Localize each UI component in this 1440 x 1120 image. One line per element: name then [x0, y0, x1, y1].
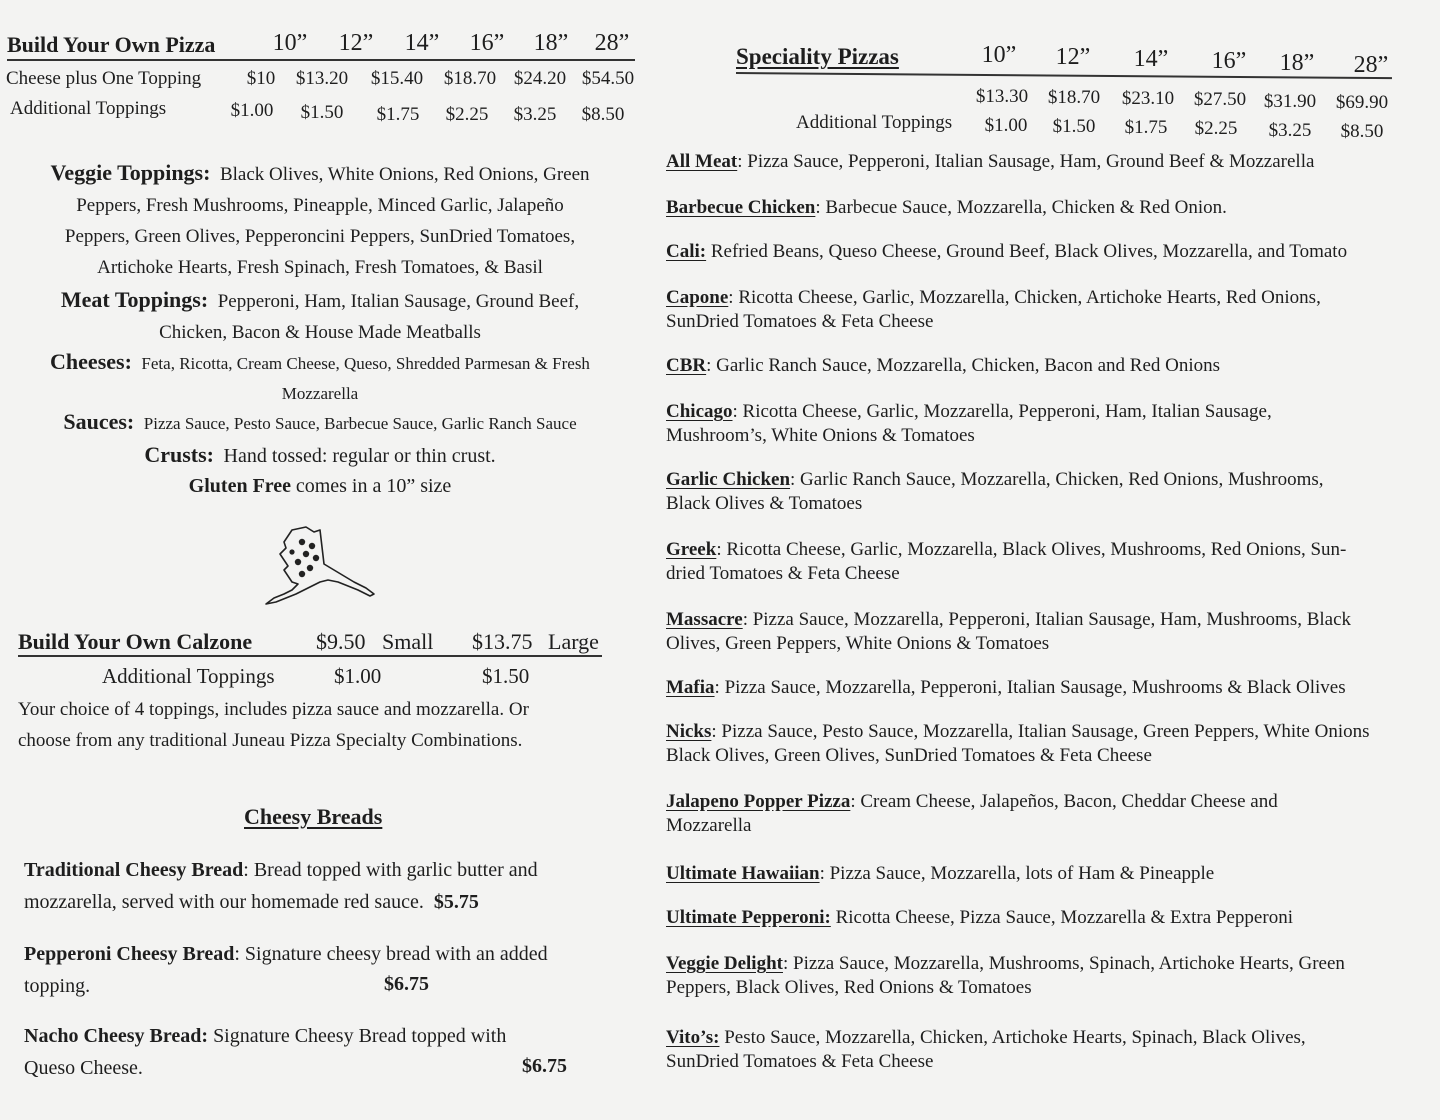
byo-cheese-price: $15.40 [370, 68, 424, 89]
calzone-underline [18, 655, 602, 657]
gluten-text: comes in a 10” size [295, 475, 452, 497]
sauces-label: Sauces: [63, 409, 135, 434]
cheesy-item-name: Nacho Cheesy Bread: [24, 1025, 209, 1047]
pizza-desc: : Pizza Sauce, Pesto Sauce, Mozzarella, Italian Sausage, Green Peppers, White Onions [711, 721, 1370, 742]
specialty-additional-price: $2.25 [1194, 118, 1238, 139]
pizza-name: Greek [666, 539, 717, 560]
specialty-price: $69.90 [1335, 92, 1389, 113]
calzone-desc-line: choose from any traditional Juneau Pizza Specialty Combinations. [18, 730, 523, 751]
calzone-large-price: $13.75 [472, 629, 533, 654]
specialty-pizza-cali [666, 240, 1436, 264]
pizza-name: Ultimate Hawaiian [666, 863, 820, 884]
pizza-name: Nicks [666, 721, 712, 742]
cheesy-item-nacho [24, 1020, 634, 1084]
cheesy-breads-title: Cheesy Breads [244, 804, 383, 829]
specialty-size: 12” [1055, 44, 1091, 70]
byo-size: 18” [533, 30, 569, 56]
cheesy-item-desc: topping. [24, 975, 91, 997]
specialty-additional-price: $1.50 [1052, 116, 1096, 137]
specialty-pizza-ultimate-hawaiian [666, 862, 1436, 886]
pizza-desc: : Garlic Ranch Sauce, Mozzarella, Chicken, Bacon and Red Onions [706, 355, 1221, 376]
cheesy-item-pepperoni [24, 938, 634, 1002]
pizza-desc: : Ricotta Cheese, Garlic, Mozzarella, Black Olives, Mushrooms, Red Onions, Sun- [716, 539, 1347, 560]
pizza-desc: : Ricotta Cheese, Garlic, Mozzarella, Pepperoni, Ham, Italian Sausage, [732, 401, 1272, 422]
pizza-name: Mafia [666, 677, 715, 698]
specialty-pizza-chicago [666, 400, 1436, 448]
calzone-additional-label: Additional Toppings [102, 664, 275, 688]
byo-pizza-title: Build Your Own Pizza [7, 32, 216, 57]
gluten-free [0, 471, 640, 502]
cheesy-item-desc: : Bread topped with garlic butter and [243, 859, 538, 881]
pizza-desc: : Garlic Ranch Sauce, Mozzarella, Chicken, Red Onions, Mushrooms, [790, 469, 1324, 490]
pizza-desc: : Barbecue Sauce, Mozzarella, Chicken & Red Onion. [815, 197, 1227, 218]
cheesy-item-price: $5.75 [433, 891, 479, 913]
pizza-name: Chicago [666, 401, 733, 422]
veggie-line: Peppers, Green Olives, Pepperoncini Peppers, SunDried Tomatoes, [64, 226, 576, 247]
cheeses-line: Mozzarella [281, 384, 359, 403]
veggie-line [0, 157, 640, 190]
cheesy-item-desc: : Signature cheesy bread with an added [234, 943, 548, 965]
byo-size: 16” [469, 30, 505, 56]
pizza-desc-line2: SunDried Tomatoes & Feta Cheese [666, 1051, 934, 1072]
specialty-pizza-massacre [666, 608, 1436, 656]
specialty-additional-row [796, 112, 1406, 140]
pizza-desc: : Pizza Sauce, Mozzarella, Mushrooms, Spinach, Artichoke Hearts, Green [782, 953, 1345, 974]
crusts-text: Hand tossed: regular or thin crust. [223, 445, 496, 467]
specialty-pizza-nicks [666, 720, 1436, 768]
byo-additional-price: $2.25 [445, 104, 489, 125]
specialty-size: 28” [1353, 52, 1389, 78]
veggie-line: Peppers, Fresh Mushrooms, Pineapple, Minced Garlic, Jalapeño [76, 195, 564, 216]
pizza-desc-line2: Black Olives & Tomatoes [666, 493, 863, 514]
byo-size: 10” [272, 30, 308, 56]
specialty-pizza-garlic-chicken [666, 468, 1436, 516]
calzone-small-price: $9.50 [316, 629, 366, 654]
specialty-size: 14” [1133, 46, 1169, 72]
veggie-toppings [0, 157, 640, 283]
pizza-desc-line2: Olives, Green Peppers, White Onions & Tomatoes [666, 633, 1050, 654]
byo-cheese-price: $54.50 [581, 68, 635, 89]
pizza-desc: : Pizza Sauce, Mozzarella, Pepperoni, Italian Sausage, Ham, Mushrooms, Black [742, 609, 1352, 630]
meat-text: Pepperoni, Ham, Italian Sausage, Ground Beef, [217, 291, 580, 312]
pizza-name: Cali: [666, 241, 707, 262]
crusts [0, 439, 640, 472]
pizza-desc: : Pizza Sauce, Mozzarella, lots of Ham & Pineapple [819, 863, 1215, 884]
calzone-additional-large: $1.50 [482, 664, 530, 688]
specialty-size: 16” [1211, 48, 1247, 74]
crusts-label: Crusts: [144, 442, 214, 467]
pizza-desc-line2: Mushroom’s, White Onions & Tomatoes [666, 425, 975, 446]
calzone-title: Build Your Own Calzone [18, 629, 253, 654]
pizza-name: All Meat [666, 151, 738, 172]
pizza-desc: : Pizza Sauce, Pepperoni, Italian Sausage, Ham, Ground Beef & Mozzarella [737, 151, 1315, 172]
byo-cheese-label: Cheese plus One Topping [6, 68, 202, 89]
sauces-text: Pizza Sauce, Pesto Sauce, Barbecue Sauce, Garlic Ranch Sauce [143, 414, 577, 433]
specialty-price: $31.90 [1263, 91, 1317, 112]
alaska-map-icon [262, 524, 380, 606]
pizza-desc-line2: SunDried Tomatoes & Feta Cheese [666, 311, 934, 332]
specialty-price: $13.30 [975, 86, 1029, 107]
meat-line: Chicken, Bacon & House Made Meatballs [159, 322, 481, 343]
specialty-price: $23.10 [1121, 88, 1175, 109]
cheesy-item-traditional [24, 854, 634, 918]
pizza-name: CBR [666, 355, 707, 376]
specialty-pizza-veggie-delight [666, 952, 1436, 1000]
pizza-desc: Pesto Sauce, Mozzarella, Chicken, Artichoke Hearts, Spinach, Black Olives, [719, 1027, 1306, 1048]
cheesy-item-price: $6.75 [384, 973, 429, 995]
pizza-desc: : Cream Cheese, Jalapeños, Bacon, Cheddar Cheese and [850, 791, 1278, 812]
specialty-pizza-all-meat [666, 150, 1436, 174]
specialty-pizza-barbecue-chicken [666, 196, 1436, 220]
cheesy-item-name: Pepperoni Cheesy Bread [24, 943, 235, 965]
byo-additional-price: $8.50 [581, 104, 625, 125]
pizza-desc: Ricotta Cheese, Pizza Sauce, Mozzarella & Extra Pepperoni [830, 907, 1293, 928]
meat-label: Meat Toppings: [60, 287, 209, 312]
calzone-small-label: Small [382, 629, 434, 654]
specialty-pizza-ultimate-pepperoni [666, 906, 1436, 930]
sauces [0, 406, 640, 439]
meat-toppings [0, 284, 640, 348]
specialty-price: $18.70 [1047, 87, 1101, 108]
byo-size: 14” [404, 30, 440, 56]
byo-additional-price: $1.50 [300, 102, 344, 123]
pizza-desc: Refried Beans, Queso Cheese, Ground Beef, Black Olives, Mozzarella, and Tomato [706, 241, 1348, 262]
byo-header-underline [7, 59, 635, 61]
specialty-size: 18” [1279, 50, 1315, 76]
cheeses [0, 347, 640, 409]
specialty-size: 10” [981, 42, 1017, 68]
specialty-additional-price: $3.25 [1268, 120, 1312, 141]
specialty-pizza-jalapeno-popper [666, 790, 1436, 838]
pizza-desc-line2: Black Olives, Green Olives, SunDried Tomatoes & Feta Cheese [666, 745, 1152, 766]
pizza-desc-line2: Mozzarella [666, 815, 752, 836]
specialty-additional-label: Additional Toppings [796, 112, 953, 133]
byo-cheese-price: $18.70 [443, 68, 497, 89]
calzone-header [18, 629, 608, 661]
specialty-pizza-mafia [666, 676, 1436, 700]
byo-pizza-header [7, 30, 637, 64]
specialty-price: $27.50 [1193, 89, 1247, 110]
specialty-pizza-cbr [666, 354, 1436, 378]
cheesy-item-desc: Queso Cheese. [24, 1057, 143, 1079]
byo-cheese-row [6, 68, 646, 94]
byo-cheese-price: $13.20 [295, 68, 349, 89]
byo-additional-price: $1.00 [230, 100, 274, 121]
byo-cheese-price: $24.20 [513, 68, 567, 89]
veggie-label: Veggie Toppings: [50, 160, 211, 185]
pizza-desc: : Pizza Sauce, Mozzarella, Pepperoni, Italian Sausage, Mushrooms & Black Olives [714, 677, 1346, 698]
pizza-desc-line2: dried Tomatoes & Feta Cheese [666, 563, 900, 584]
calzone-description [18, 694, 638, 756]
specialty-header [736, 42, 1396, 82]
specialty-title: Speciality Pizzas [736, 44, 899, 69]
calzone-desc-line: Your choice of 4 toppings, includes pizza sauce and mozzarella. Or [18, 699, 529, 720]
pizza-desc-line2: Peppers, Black Olives, Red Onions & Tomatoes [666, 977, 1032, 998]
pizza-name: Ultimate Pepperoni: [666, 907, 831, 928]
byo-additional-price: $3.25 [513, 104, 557, 125]
specialty-price-row [960, 86, 1400, 112]
specialty-additional-price: $1.00 [984, 115, 1028, 136]
specialty-pizza-vitos [666, 1026, 1436, 1074]
pizza-name: Barbecue Chicken [666, 197, 816, 218]
specialty-additional-price: $1.75 [1124, 117, 1168, 138]
cheeses-text: Feta, Ricotta, Cream Cheese, Queso, Shredded Parmesan & Fresh [141, 354, 590, 373]
calzone-large-label: Large [548, 629, 599, 654]
gluten-label: Gluten Free [188, 475, 292, 497]
calzone-additional-small: $1.00 [334, 664, 382, 688]
specialty-pizza-greek [666, 538, 1436, 586]
specialty-additional-price: $8.50 [1340, 121, 1384, 142]
byo-additional-price: $1.75 [376, 104, 420, 125]
cheeses-line [0, 347, 640, 379]
cheesy-item-desc: Signature Cheesy Bread topped with [208, 1025, 507, 1047]
cheesy-item-desc: mozzarella, served with our homemade red sauce. [24, 891, 424, 913]
pizza-name: Capone [666, 287, 729, 308]
byo-size: 28” [594, 30, 630, 56]
byo-size: 12” [338, 30, 374, 56]
byo-additional-row [10, 98, 650, 124]
pizza-name: Massacre [666, 609, 743, 630]
cheeses-label: Cheeses: [50, 349, 132, 374]
byo-additional-label: Additional Toppings [10, 98, 167, 119]
meat-line [0, 284, 640, 317]
veggie-line: Artichoke Hearts, Fresh Spinach, Fresh Tomatoes, & Basil [97, 257, 543, 278]
pizza-name: Garlic Chicken [666, 469, 791, 490]
specialty-pizza-capone [666, 286, 1436, 334]
pizza-desc: : Ricotta Cheese, Garlic, Mozzarella, Chicken, Artichoke Hearts, Red Onions, [728, 287, 1321, 308]
pizza-name: Jalapeno Popper Pizza [666, 791, 851, 812]
pizza-name: Veggie Delight [666, 953, 783, 974]
veggie-text: Black Olives, White Onions, Red Onions, Green [219, 164, 590, 185]
cheesy-item-price: $6.75 [522, 1055, 567, 1077]
cheesy-item-name: Traditional Cheesy Bread [24, 859, 244, 881]
pizza-name: Vito’s: [666, 1027, 720, 1048]
byo-cheese-price: $10 [246, 68, 276, 89]
